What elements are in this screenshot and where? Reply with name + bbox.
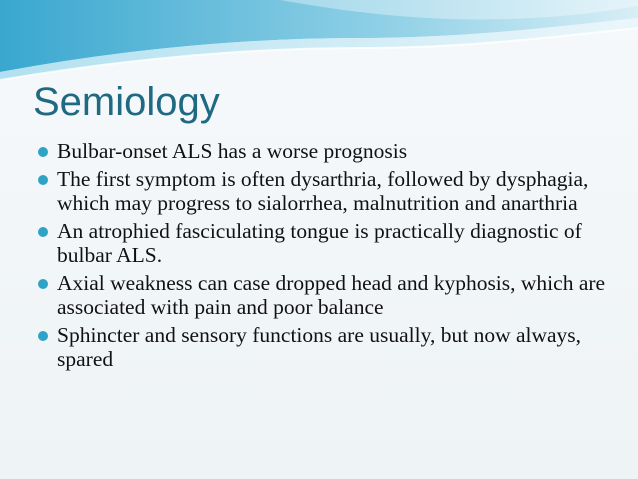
bullet-dot-icon	[38, 175, 48, 185]
bullet-item	[38, 271, 613, 319]
bullet-text: Sphincter and sensory functions are usually, but now always, spared	[57, 323, 582, 371]
bullet-list	[38, 139, 613, 375]
bullet-text: An atrophied fasciculating tongue is practically diagnostic of bulbar ALS.	[57, 219, 582, 267]
bullet-dot-icon	[38, 331, 48, 341]
bullet-text: Bulbar-onset ALS has a worse prognosis	[57, 139, 408, 163]
bullet-text: The first symptom is often dysarthria, followed by dysphagia, which may progress to sialorrhea, malnutrition and anarthria	[57, 167, 589, 215]
bullet-item	[38, 323, 613, 371]
bullet-item	[38, 167, 613, 215]
header-wave-decoration	[0, 0, 638, 80]
bullet-text: Axial weakness can case dropped head and kyphosis, which are associated with pain and poor balance	[57, 271, 606, 319]
bullet-dot-icon	[38, 279, 48, 289]
bullet-item	[38, 139, 613, 163]
slide-title: Semiology	[33, 80, 220, 124]
bullet-item	[38, 219, 613, 267]
bullet-dot-icon	[38, 147, 48, 157]
bullet-dot-icon	[38, 227, 48, 237]
